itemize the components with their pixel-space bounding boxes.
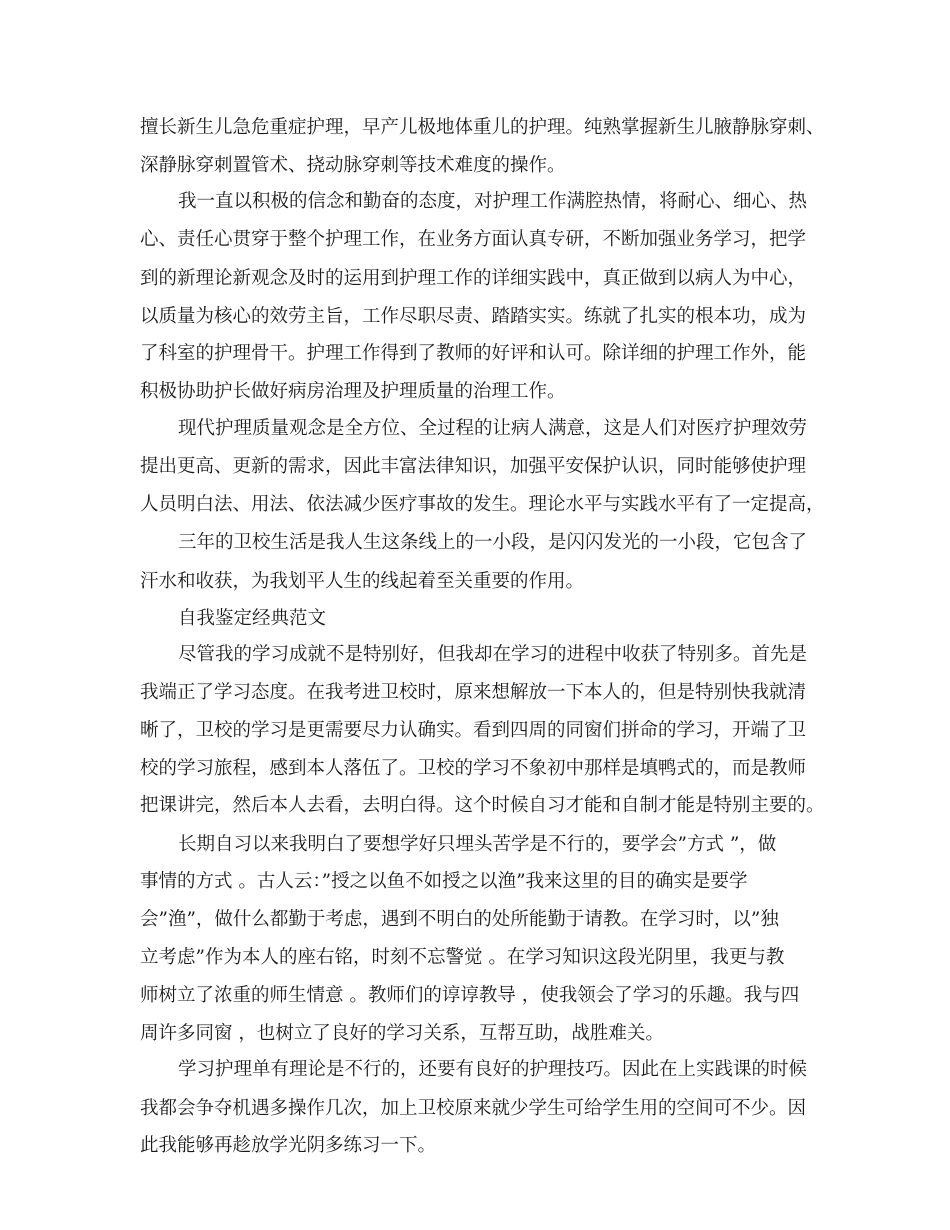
text-line: 尽管我的学习成就不是特别好，但我却在学习的进程中收获了特别多。首先是 bbox=[178, 644, 808, 665]
text-line: 提出更高、更新的需求，因此丰富法律知识，加强平安保护认识，同时能够使护理 bbox=[140, 456, 807, 477]
text-line: 师树立了浓重的师生情意 。教师们的谆谆教导 ，使我领会了学习的乐趣。我与四 bbox=[140, 985, 800, 1006]
text-line: 把课讲完，然后本人去看，去明白得。这个时候自习才能和自制才能是特别主要的。 bbox=[140, 795, 825, 816]
text-line: 以质量为核心的效劳主旨，工作尽职尽责、踏踏实实。练就了扎实的根本功，成为 bbox=[140, 306, 807, 327]
text-line: 我都会争夺机遇多操作几次，加上卫校原来就少学生可给学生用的空间可不少。因 bbox=[140, 1098, 807, 1119]
text-line: 擅长新生儿急危重症护理，早产儿极地体重儿的护理。纯熟掌握新生儿腋静脉穿刺、 bbox=[140, 117, 825, 138]
text-line: 我一直以积极的信念和勤奋的态度，对护理工作满腔热情，将耐心、细心、热 bbox=[178, 191, 808, 212]
text-line: 了科室的护理骨干。护理工作得到了教师的好评和认可。除详细的护理工作外，能 bbox=[140, 343, 807, 364]
text-line: 我端正了学习态度。在我考进卫校时，原来想解放一下本人的，但是特别快我就清 bbox=[140, 682, 807, 703]
text-line: 立考虑”作为本人的座右铭，时刻不忘警觉 。在学习知识这段光阴里，我更与教 bbox=[140, 947, 785, 968]
text-line: 积极协助护长做好病房治理及护理质量的治理工作。 bbox=[140, 381, 566, 402]
text-line: 心、责任心贯穿于整个护理工作，在业务方面认真专研，不断加强业务学习，把学 bbox=[140, 229, 807, 250]
text-line: 人员明白法、用法、依法减少医疗事故的发生。理论水平与实践水平有了一定提高， bbox=[140, 494, 825, 515]
text-line: 汗水和收获，为我划平人生的线起着至关重要的作用。 bbox=[140, 571, 585, 592]
text-line: 事情的方式 。古人云：”授之以鱼不如授之以渔”我来这里的目的确实是要学 bbox=[140, 871, 748, 892]
text-line: 三年的卫校生活是我人生这条线上的一小段，是闪闪发光的一小段，它包含了 bbox=[178, 532, 808, 553]
text-line: 深静脉穿刺置管术、挠动脉穿刺等技术难度的操作。 bbox=[140, 155, 566, 176]
text-line: 到的新理论新观念及时的运用到护理工作的详细实践中，真正做到以病人为中心， bbox=[140, 268, 807, 289]
text-line: 会”渔”，做什么都勤于考虑，遇到不明白的处所能勤于请教。在学习时，以”独 bbox=[140, 909, 779, 930]
text-line: 现代护理质量观念是全方位、全过程的让病人满意，这是人们对医疗护理效劳 bbox=[178, 418, 808, 439]
text-line: 长期自习以来我明白了要想学好只埋头苦学是不行的，要学会”方式 ”，做 bbox=[178, 834, 777, 855]
text-line: 晰了，卫校的学习是更需要尽力认确实。看到四周的同窗们拼命的学习，开端了卫 bbox=[140, 720, 807, 741]
text-line: 学习护理单有理论是不行的，还要有良好的护理技巧。因此在上实践课的时候 bbox=[178, 1059, 808, 1080]
text-line: 校的学习旅程，感到本人落伍了。卫校的学习不象初中那样是填鸭式的，而是教师 bbox=[140, 758, 807, 779]
text-line: 此我能够再趁放学光阴多练习一下。 bbox=[140, 1135, 437, 1156]
text-line: 周许多同窗 ，也树立了良好的学习关系，互帮互助，战胜难关。 bbox=[140, 1023, 664, 1044]
section-heading: 自我鉴定经典范文 bbox=[178, 608, 327, 629]
